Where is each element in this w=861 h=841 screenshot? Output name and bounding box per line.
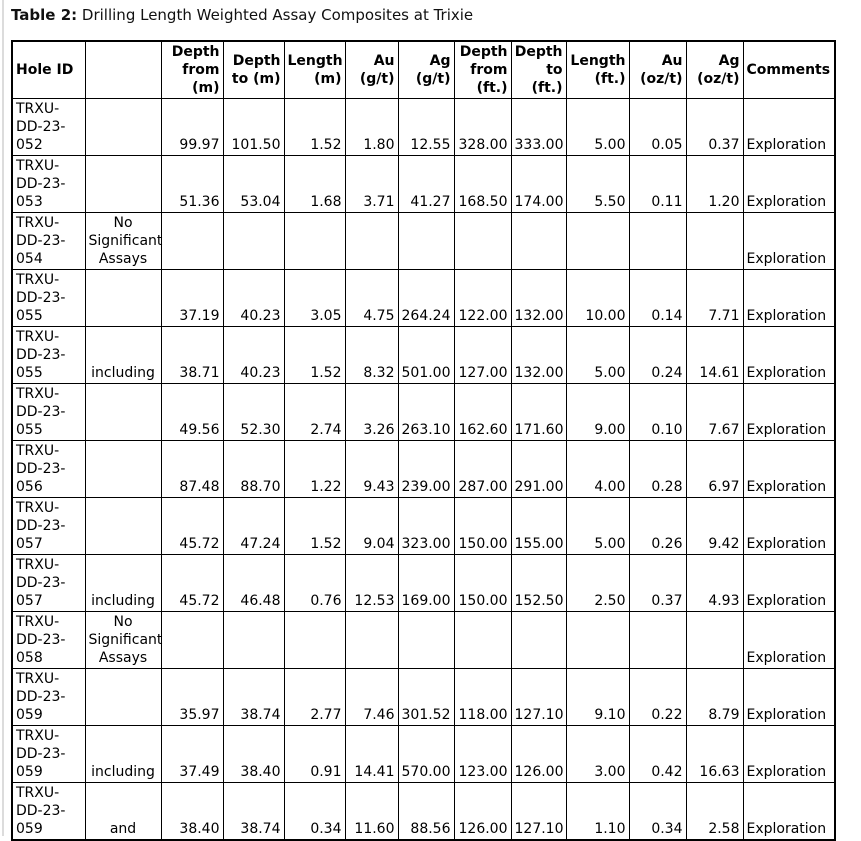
cell-comments: Exploration [743,384,835,441]
cell-ag-ozt: 7.67 [686,384,743,441]
cell-au-gpt: 14.41 [345,726,398,783]
cell-au-gpt: 8.32 [345,327,398,384]
cell-length-ft: 9.10 [566,669,629,726]
cell-depth-to-ft: 155.00 [511,498,566,555]
cell-depth-to-m: 38.74 [223,669,284,726]
table-row [12,726,835,783]
cell-depth-to-m [223,213,284,270]
cell-depth-from-m: 37.49 [161,726,223,783]
cell-hole-id: TRXU-DD-23-054 [12,213,85,270]
assay-composites-table [11,40,836,841]
cell-ag-ozt: 0.37 [686,99,743,156]
cell-depth-from-ft: 162.60 [454,384,511,441]
cell-depth-to-m: 101.50 [223,99,284,156]
table-row [12,384,835,441]
table-row [12,555,835,612]
cell-ag-ozt: 6.97 [686,441,743,498]
cell-depth-to-m: 88.70 [223,441,284,498]
table-title-text: Drilling Length Weighted Assay Composites at Trixie [81,6,474,24]
cell-ag-ozt: 4.93 [686,555,743,612]
cell-depth-from-m: 87.48 [161,441,223,498]
cell-comments: Exploration [743,555,835,612]
cell-length-m: 3.05 [284,270,345,327]
cell-qualifier: and [85,783,161,841]
cell-depth-from-m [161,213,223,270]
cell-ag-ozt: 9.42 [686,498,743,555]
cell-au-ozt: 0.10 [629,384,686,441]
cell-ag-ozt: 1.20 [686,156,743,213]
cell-ag-gpt: 239.00 [398,441,454,498]
cell-comments: Exploration [743,783,835,841]
cell-qualifier: including [85,327,161,384]
cell-depth-from-m: 38.71 [161,327,223,384]
cell-comments: Exploration [743,498,835,555]
cell-length-ft: 1.10 [566,783,629,841]
cell-ag-gpt [398,213,454,270]
cell-depth-to-ft: 333.00 [511,99,566,156]
cell-length-m [284,213,345,270]
cell-comments: Exploration [743,669,835,726]
cell-hole-id: TRXU-DD-23-057 [12,555,85,612]
cell-au-ozt [629,612,686,669]
cell-length-m: 2.74 [284,384,345,441]
cell-qualifier: No Significant Assays [85,612,161,669]
cell-length-m [284,612,345,669]
cell-au-ozt: 0.28 [629,441,686,498]
cell-ag-gpt: 264.24 [398,270,454,327]
cell-length-m: 1.52 [284,327,345,384]
cell-comments: Exploration [743,327,835,384]
cell-hole-id: TRXU-DD-23-058 [12,612,85,669]
cell-comments: Exploration [743,441,835,498]
cell-depth-from-m: 38.40 [161,783,223,841]
cell-hole-id: TRXU-DD-23-059 [12,669,85,726]
cell-qualifier [85,669,161,726]
cell-depth-from-ft: 118.00 [454,669,511,726]
cell-au-ozt: 0.11 [629,156,686,213]
header-hole-id: Hole ID [12,41,85,99]
cell-ag-gpt: 323.00 [398,498,454,555]
cell-depth-from-ft: 122.00 [454,270,511,327]
cell-au-ozt [629,213,686,270]
cell-ag-gpt: 301.52 [398,669,454,726]
cell-qualifier: including [85,726,161,783]
cell-depth-from-ft: 150.00 [454,555,511,612]
cell-depth-from-ft: 127.00 [454,327,511,384]
cell-ag-gpt: 88.56 [398,783,454,841]
header-depth-to-m: Depth to (m) [223,41,284,99]
cell-length-ft: 5.00 [566,99,629,156]
cell-qualifier: No Significant Assays [85,213,161,270]
cell-comments: Exploration [743,156,835,213]
cell-depth-from-ft: 126.00 [454,783,511,841]
cell-depth-to-ft: 132.00 [511,270,566,327]
cell-depth-to-ft: 127.10 [511,783,566,841]
header-ag-ozt: Ag (oz/t) [686,41,743,99]
cell-depth-to-m: 53.04 [223,156,284,213]
cell-length-m: 1.22 [284,441,345,498]
cell-length-ft: 5.50 [566,156,629,213]
cell-au-gpt: 3.26 [345,384,398,441]
cell-depth-to-m [223,612,284,669]
cell-depth-from-m: 35.97 [161,669,223,726]
cell-length-m: 0.34 [284,783,345,841]
cell-au-ozt: 0.24 [629,327,686,384]
cell-hole-id: TRXU-DD-23-059 [12,726,85,783]
cell-depth-to-m: 46.48 [223,555,284,612]
table-row [12,156,835,213]
table-row [12,441,835,498]
cell-depth-to-m: 38.74 [223,783,284,841]
header-ag-gpt: Ag (g/t) [398,41,454,99]
cell-depth-from-ft: 150.00 [454,498,511,555]
cell-au-gpt: 9.43 [345,441,398,498]
cell-depth-to-ft: 126.00 [511,726,566,783]
table-row [12,327,835,384]
header-qualifier [85,41,161,99]
cell-au-gpt: 11.60 [345,783,398,841]
cell-ag-ozt: 14.61 [686,327,743,384]
header-length-m: Length (m) [284,41,345,99]
header-au-gpt: Au (g/t) [345,41,398,99]
cell-comments: Exploration [743,99,835,156]
cell-qualifier [85,441,161,498]
cell-ag-gpt: 41.27 [398,156,454,213]
cell-depth-from-ft: 123.00 [454,726,511,783]
cell-length-ft: 4.00 [566,441,629,498]
cell-length-ft [566,612,629,669]
cell-depth-to-ft [511,612,566,669]
cell-depth-from-m: 51.36 [161,156,223,213]
table-row [12,99,835,156]
cell-ag-ozt: 8.79 [686,669,743,726]
cell-au-gpt: 1.80 [345,99,398,156]
cell-hole-id: TRXU-DD-23-053 [12,156,85,213]
cell-au-gpt: 4.75 [345,270,398,327]
cell-qualifier [85,270,161,327]
cell-ag-ozt: 16.63 [686,726,743,783]
table-row [12,783,835,841]
cell-depth-from-m: 45.72 [161,498,223,555]
cell-au-ozt: 0.14 [629,270,686,327]
table-row [12,270,835,327]
cell-length-m: 1.68 [284,156,345,213]
cell-qualifier: including [85,555,161,612]
cell-ag-gpt: 169.00 [398,555,454,612]
cell-length-m: 1.52 [284,498,345,555]
cell-length-ft [566,213,629,270]
header-comments: Comments [743,41,835,99]
cell-ag-ozt [686,612,743,669]
cell-au-ozt: 0.22 [629,669,686,726]
cell-depth-from-m: 49.56 [161,384,223,441]
cell-qualifier [85,99,161,156]
cell-au-ozt: 0.05 [629,99,686,156]
cell-depth-to-m: 52.30 [223,384,284,441]
cell-comments: Exploration [743,726,835,783]
table-title-label: Table 2: [11,6,78,24]
cell-depth-from-ft: 328.00 [454,99,511,156]
cell-ag-gpt [398,612,454,669]
cell-hole-id: TRXU-DD-23-056 [12,441,85,498]
cell-au-ozt: 0.37 [629,555,686,612]
cell-length-m: 1.52 [284,99,345,156]
cell-depth-from-m [161,612,223,669]
cell-depth-to-m: 38.40 [223,726,284,783]
cell-au-gpt [345,612,398,669]
cell-depth-to-ft: 174.00 [511,156,566,213]
table-row [12,669,835,726]
header-depth-from-m: Depth from (m) [161,41,223,99]
cell-depth-from-ft: 287.00 [454,441,511,498]
cell-depth-from-ft [454,612,511,669]
cell-depth-to-ft: 132.00 [511,327,566,384]
cell-depth-from-m: 37.19 [161,270,223,327]
cell-depth-from-ft: 168.50 [454,156,511,213]
table-body [12,99,835,841]
cell-depth-to-m: 47.24 [223,498,284,555]
cell-au-gpt [345,213,398,270]
header-depth-from-ft: Depth from (ft.) [454,41,511,99]
cell-hole-id: TRXU-DD-23-057 [12,498,85,555]
cell-au-ozt: 0.42 [629,726,686,783]
cell-length-ft: 3.00 [566,726,629,783]
cell-depth-from-m: 99.97 [161,99,223,156]
cell-au-ozt: 0.26 [629,498,686,555]
cell-depth-to-m: 40.23 [223,270,284,327]
cell-depth-from-m: 45.72 [161,555,223,612]
cell-ag-gpt: 263.10 [398,384,454,441]
cell-ag-gpt: 12.55 [398,99,454,156]
cell-depth-to-ft: 152.50 [511,555,566,612]
cell-length-ft: 2.50 [566,555,629,612]
cell-au-gpt: 12.53 [345,555,398,612]
table-row [12,213,835,270]
cell-comments: Exploration [743,612,835,669]
cell-comments: Exploration [743,213,835,270]
cell-qualifier [85,498,161,555]
cell-length-ft: 5.00 [566,327,629,384]
cell-hole-id: TRXU-DD-23-055 [12,327,85,384]
header-length-ft: Length (ft.) [566,41,629,99]
cell-length-ft: 9.00 [566,384,629,441]
header-depth-to-ft: Depth to (ft.) [511,41,566,99]
cell-ag-gpt: 501.00 [398,327,454,384]
cell-hole-id: TRXU-DD-23-055 [12,270,85,327]
page-left-edge [2,0,4,836]
cell-depth-to-ft: 171.60 [511,384,566,441]
cell-hole-id: TRXU-DD-23-055 [12,384,85,441]
cell-depth-from-ft [454,213,511,270]
header-au-ozt: Au (oz/t) [629,41,686,99]
table-header [12,41,835,99]
cell-qualifier [85,156,161,213]
cell-depth-to-ft: 127.10 [511,669,566,726]
cell-ag-ozt [686,213,743,270]
cell-length-ft: 5.00 [566,498,629,555]
cell-hole-id: TRXU-DD-23-059 [12,783,85,841]
cell-comments: Exploration [743,270,835,327]
header-row [12,41,835,99]
table-row [12,498,835,555]
cell-length-m: 0.91 [284,726,345,783]
cell-au-gpt: 9.04 [345,498,398,555]
cell-au-gpt: 3.71 [345,156,398,213]
table-title [11,7,861,23]
table-row [12,612,835,669]
cell-length-m: 2.77 [284,669,345,726]
cell-ag-gpt: 570.00 [398,726,454,783]
cell-ag-ozt: 2.58 [686,783,743,841]
cell-qualifier [85,384,161,441]
cell-au-gpt: 7.46 [345,669,398,726]
cell-ag-ozt: 7.71 [686,270,743,327]
cell-depth-to-ft: 291.00 [511,441,566,498]
cell-depth-to-m: 40.23 [223,327,284,384]
cell-length-ft: 10.00 [566,270,629,327]
cell-depth-to-ft [511,213,566,270]
cell-length-m: 0.76 [284,555,345,612]
cell-au-ozt: 0.34 [629,783,686,841]
cell-hole-id: TRXU-DD-23-052 [12,99,85,156]
